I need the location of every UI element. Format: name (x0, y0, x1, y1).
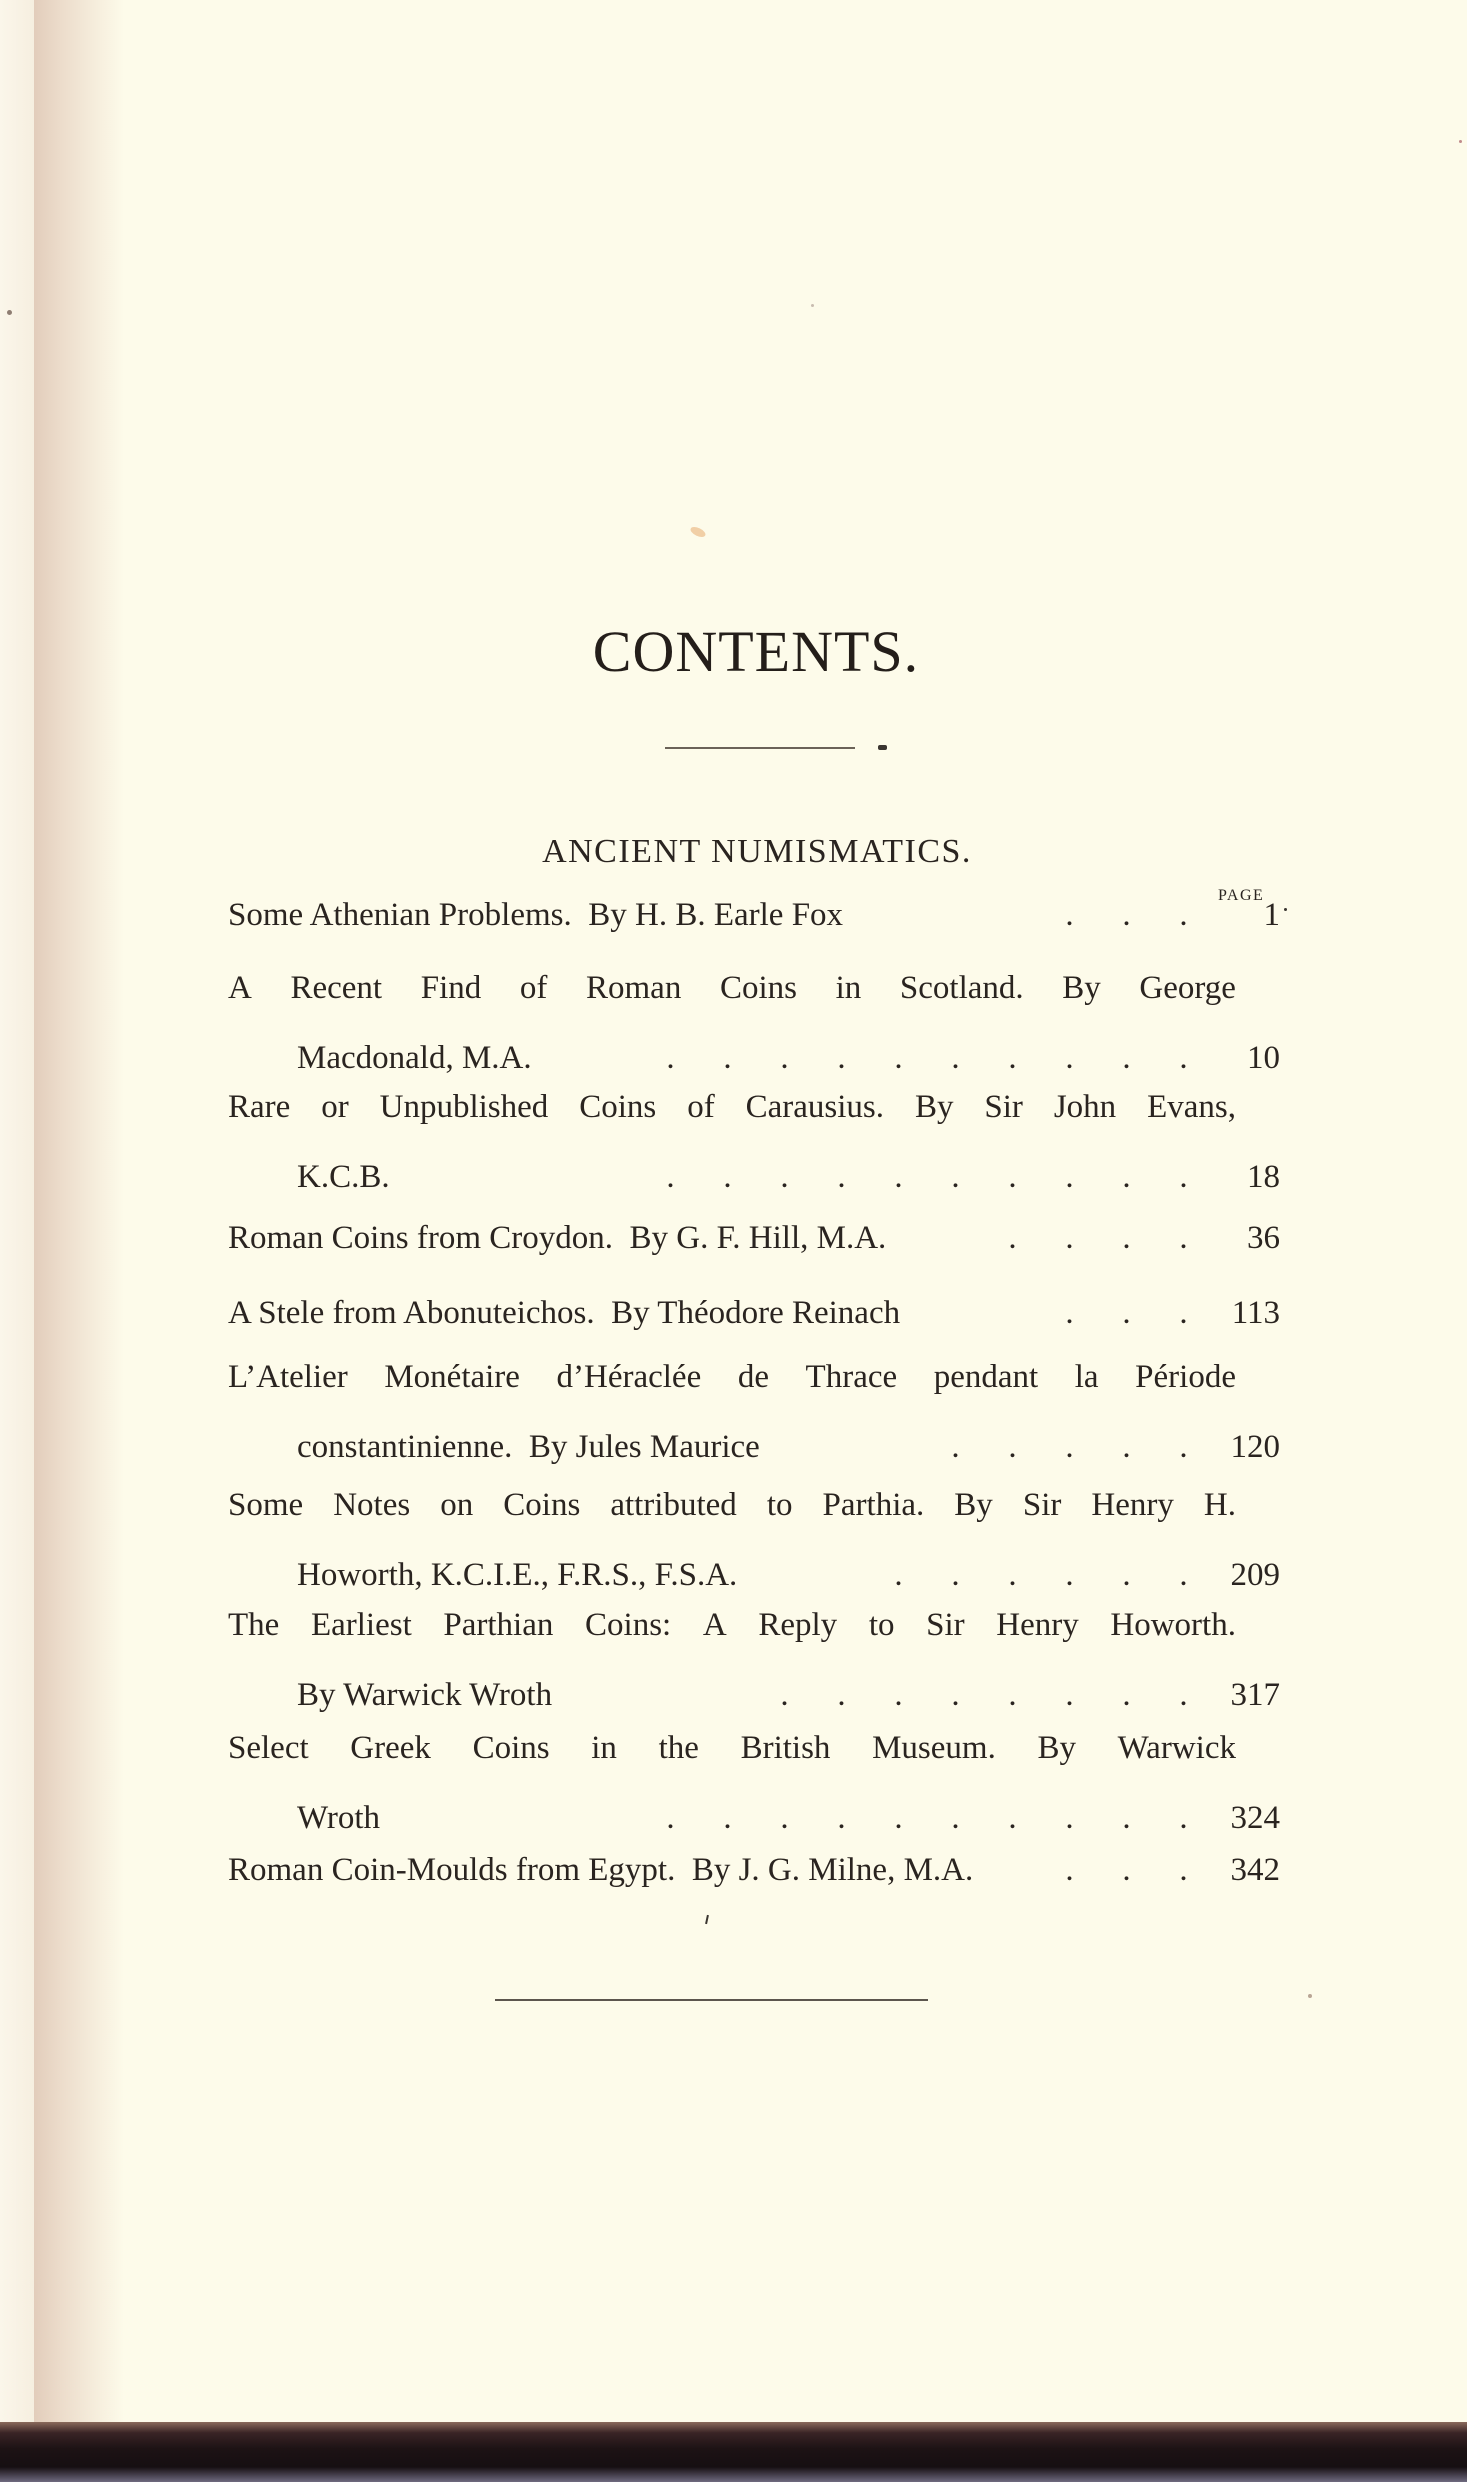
entry-author: Macdonald, M.A. (297, 1040, 532, 1076)
entry-title-line (228, 897, 1280, 941)
page-number[interactable]: 1 (1263, 897, 1280, 933)
word: Roman (586, 970, 682, 1006)
page-number[interactable]: 324 (1230, 1800, 1280, 1836)
word: pendant (933, 1359, 1039, 1395)
leader-dot: . (1008, 1159, 1017, 1195)
dot-leaders (1041, 1293, 1212, 1333)
leader-dot: . (1065, 1040, 1074, 1076)
dot-leaders (756, 1675, 1212, 1715)
leader-dot: . (951, 1677, 960, 1713)
leader-dot: . (951, 1429, 960, 1465)
entry-continuation-line (228, 1677, 1280, 1721)
leader-dot: . (1065, 1220, 1074, 1256)
word: Find (420, 970, 482, 1006)
word: on (440, 1487, 474, 1523)
dot-leaders (870, 1555, 1212, 1595)
entry-continuation-line (228, 1040, 1280, 1084)
word: in (591, 1730, 617, 1766)
leader-dot: . (1065, 1852, 1074, 1888)
table-of-contents (228, 0, 1280, 2000)
word: By (1062, 970, 1101, 1006)
leader-dot: . (1122, 897, 1131, 933)
scan-bottom-edge (0, 2422, 1467, 2482)
leader-dot: . (723, 1159, 732, 1195)
leader-dot: . (1122, 1557, 1131, 1593)
entry-author: Wroth (297, 1800, 380, 1836)
section-end-rule (495, 1999, 928, 2001)
word: in (835, 970, 862, 1006)
word: L’Atelier (228, 1359, 348, 1395)
dot-leaders (1041, 895, 1212, 935)
leader-dot: . (1122, 1220, 1131, 1256)
word: Reply (758, 1607, 838, 1643)
entry-continuation-line (228, 1429, 1280, 1473)
word: Période (1135, 1359, 1236, 1395)
word: Evans, (1147, 1089, 1236, 1125)
leader-dot: . (1179, 1557, 1188, 1593)
entry-author: constantinienne. By Jules Maurice (297, 1429, 760, 1465)
word: Thrace (805, 1359, 898, 1395)
entry-title (228, 1357, 1236, 1397)
word: to (868, 1607, 895, 1643)
entry-title (228, 1087, 1236, 1127)
leader-dot: . (1008, 1040, 1017, 1076)
paper-speck (7, 310, 12, 315)
word: or (321, 1089, 349, 1125)
word: Notes (333, 1487, 411, 1523)
word: By (954, 1487, 993, 1523)
entry-title (228, 1485, 1236, 1525)
page-number[interactable]: 209 (1230, 1557, 1280, 1593)
page-number[interactable]: 342 (1230, 1852, 1280, 1888)
leader-dot: . (1122, 1295, 1131, 1331)
word: Coins (503, 1487, 581, 1523)
leader-dot: . (666, 1040, 675, 1076)
word: Recent (290, 970, 383, 1006)
leader-dot: . (894, 1557, 903, 1593)
leader-dot: . (894, 1800, 903, 1836)
leader-dot: . (1122, 1677, 1131, 1713)
leader-dot: . (951, 1557, 960, 1593)
entry-title: Some Athenian Problems. By H. B. Earle Fox (228, 897, 844, 933)
word: to (766, 1487, 793, 1523)
leader-dot: . (1179, 1677, 1188, 1713)
entry-author: Howorth, K.C.I.E., F.R.S., F.S.A. (297, 1557, 738, 1593)
leader-dot: . (837, 1677, 846, 1713)
page-number[interactable]: 36 (1247, 1220, 1280, 1256)
page-gutter-edge (0, 0, 34, 2422)
leader-dot: . (1065, 1295, 1074, 1331)
word: Carausius. (745, 1089, 885, 1125)
page-column-label: PAGE (1218, 887, 1265, 904)
page-title: CONTENTS. (592, 619, 920, 684)
leader-dot: . (1065, 1800, 1074, 1836)
word: Sir (1022, 1487, 1062, 1523)
word: Warwick (1117, 1730, 1236, 1766)
leader-dot: . (723, 1800, 732, 1836)
section-heading: ANCIENT NUMISMATICS. (542, 833, 972, 870)
leader-dot: . (837, 1800, 846, 1836)
word: of (687, 1089, 715, 1125)
leader-dot: . (1179, 1295, 1188, 1331)
entry-title-line (228, 1359, 1280, 1403)
word: d’Héraclée (556, 1359, 702, 1395)
word: Parthia. (822, 1487, 925, 1523)
dot-leaders (642, 1038, 1212, 1078)
word: Some (228, 1487, 304, 1523)
leader-dot: . (1179, 1429, 1188, 1465)
leader-dot: . (780, 1159, 789, 1195)
page-number[interactable]: 120 (1230, 1429, 1280, 1465)
entry-title-line (228, 1220, 1280, 1264)
page-number[interactable]: 113 (1231, 1295, 1280, 1331)
entry-title (228, 968, 1236, 1008)
leader-dot: . (1008, 1557, 1017, 1593)
leader-dot: . (1008, 1800, 1017, 1836)
leader-dot: . (951, 1159, 960, 1195)
word: Henry (996, 1607, 1079, 1643)
page-number[interactable]: 317 (1230, 1677, 1280, 1713)
page-number[interactable]: 10 (1247, 1040, 1280, 1076)
leader-dot: . (780, 1040, 789, 1076)
leader-dot: . (1008, 1429, 1017, 1465)
word: the (658, 1730, 699, 1766)
word: A (702, 1607, 727, 1643)
entry-title: Roman Coins from Croydon. By G. F. Hill, M.A. (228, 1220, 887, 1256)
word: attributed (610, 1487, 737, 1523)
leader-dot: . (1065, 897, 1074, 933)
entry-continuation-line (228, 1557, 1280, 1601)
dot-leaders (984, 1218, 1212, 1258)
word: Earliest (310, 1607, 412, 1643)
word: Henry (1091, 1487, 1174, 1523)
leader-dot: . (1179, 1800, 1188, 1836)
word: H. (1203, 1487, 1236, 1523)
leader-dot: . (1065, 1159, 1074, 1195)
leader-dot: . (1122, 1800, 1131, 1836)
leader-dot: . (1179, 1159, 1188, 1195)
entry-title-line (228, 1487, 1280, 1531)
word: Scotland. (899, 970, 1024, 1006)
word: A (228, 970, 252, 1006)
leader-dot: . (1065, 1557, 1074, 1593)
word: Rare (228, 1089, 291, 1125)
leader-dot: . (780, 1800, 789, 1836)
entry-title-line (228, 1607, 1280, 1651)
leader-dot: . (1179, 1852, 1188, 1888)
leader-dot: . (1008, 1220, 1017, 1256)
word: de (737, 1359, 769, 1395)
leader-dot: . (1065, 1677, 1074, 1713)
word: Unpublished (379, 1089, 549, 1125)
entry-title (228, 1728, 1236, 1768)
leader-dot: . (780, 1677, 789, 1713)
leader-dot: . (894, 1040, 903, 1076)
leader-dot: . (837, 1040, 846, 1076)
word: Coins (472, 1730, 550, 1766)
leader-dot: . (1179, 897, 1188, 933)
entry-title: Roman Coin-Moulds from Egypt. By J. G. Milne, M.A. (228, 1852, 974, 1888)
dot-leaders (642, 1157, 1212, 1197)
page-number[interactable]: 18 (1247, 1159, 1280, 1195)
leader-dot: . (666, 1159, 675, 1195)
word: la (1074, 1359, 1099, 1395)
word: Sir (926, 1607, 965, 1643)
paper-speck (1459, 140, 1462, 143)
leader-dot: . (951, 1040, 960, 1076)
word: Coins (579, 1089, 657, 1125)
leader-dot: . (1122, 1040, 1131, 1076)
word: Greek (350, 1730, 431, 1766)
entry-title-line (228, 1295, 1280, 1339)
word: George (1139, 970, 1236, 1006)
leader-dot: . (723, 1040, 732, 1076)
leader-dot: . (894, 1159, 903, 1195)
entry-title-line (228, 1089, 1280, 1133)
entry-title (228, 1605, 1236, 1645)
word: By (914, 1089, 954, 1125)
word: Sir (984, 1089, 1023, 1125)
label-dot (1284, 908, 1287, 911)
entry-title-line (228, 970, 1280, 1014)
entry-title-line (228, 1730, 1280, 1774)
leader-dot: . (1065, 1429, 1074, 1465)
word: By (1037, 1730, 1077, 1766)
leader-dot: . (1179, 1220, 1188, 1256)
word: British (740, 1730, 831, 1766)
dot-leaders (642, 1798, 1212, 1838)
leader-dot: . (1122, 1429, 1131, 1465)
entry-title: A Stele from Abonuteichos. By Théodore Reinach (228, 1295, 901, 1331)
word: Select (228, 1730, 309, 1766)
entry-title-line (228, 1852, 1280, 1896)
word: John (1053, 1089, 1117, 1125)
leader-dot: . (1008, 1677, 1017, 1713)
word: Monétaire (384, 1359, 520, 1395)
word: Coins (719, 970, 797, 1006)
entry-author: K.C.B. (297, 1159, 390, 1195)
binding-shadow (34, 0, 124, 2422)
entry-author: By Warwick Wroth (297, 1677, 553, 1713)
leader-dot: . (1179, 1040, 1188, 1076)
leader-dot: . (666, 1800, 675, 1836)
leader-dot: . (894, 1677, 903, 1713)
word: Coins: (585, 1607, 672, 1643)
paper-speck (1308, 1994, 1312, 1998)
entry-continuation-line (228, 1800, 1280, 1844)
dot-leaders (927, 1427, 1212, 1467)
entry-continuation-line (228, 1159, 1280, 1203)
leader-dot: . (1122, 1852, 1131, 1888)
leader-dot: . (951, 1800, 960, 1836)
word: The (228, 1607, 280, 1643)
word: Parthian (443, 1607, 554, 1643)
word: Museum. (872, 1730, 996, 1766)
dot-leaders (1041, 1850, 1212, 1890)
word: of (519, 970, 548, 1006)
word: Howorth. (1110, 1607, 1236, 1643)
leader-dot: . (837, 1159, 846, 1195)
leader-dot: . (1122, 1159, 1131, 1195)
